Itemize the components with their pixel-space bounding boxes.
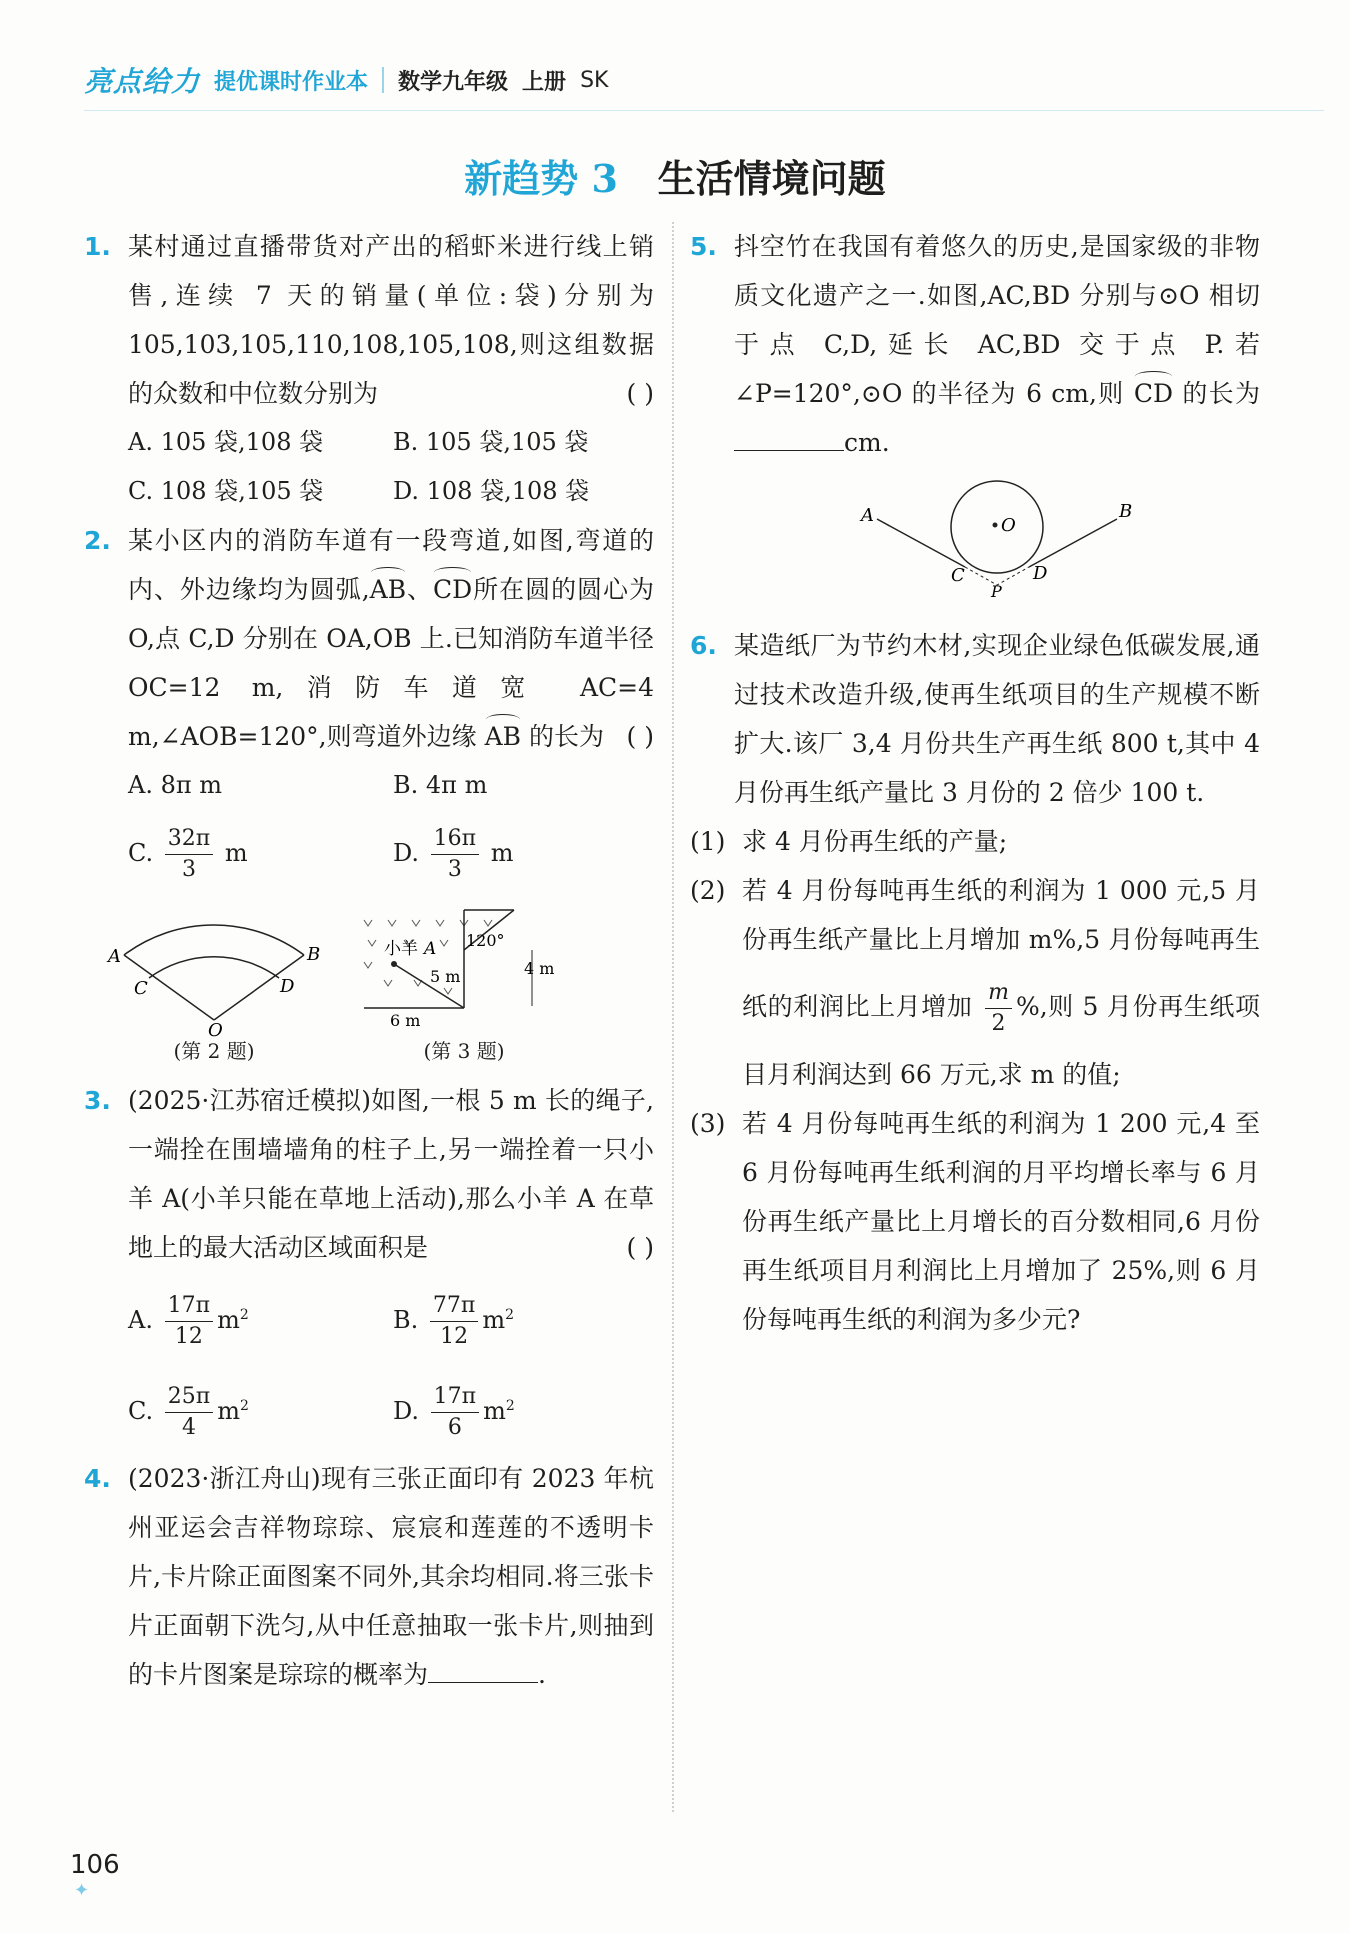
column-divider — [672, 222, 674, 1812]
sheep-diagram — [354, 910, 574, 1030]
unit: m — [490, 839, 514, 867]
question-text — [128, 1076, 654, 1272]
answer-paren: ( ) — [626, 722, 654, 751]
label-b: B — [1119, 501, 1133, 522]
unit: m — [224, 839, 248, 867]
question-2-stem-a: 某小区内的消防车道有一段弯道,如图,弯道的内、外边缘均为圆弧, — [128, 526, 654, 604]
question-number: 2. — [84, 526, 111, 555]
label-o: O — [1001, 515, 1016, 536]
series-subtitle: 提优课时作业本 — [214, 69, 369, 95]
superscript: 2 — [505, 1307, 515, 1323]
figure-5 — [734, 477, 1260, 613]
answer-paren: ( ) — [626, 1233, 654, 1262]
question-number: 6. — [690, 631, 717, 660]
sub-label: (3) — [690, 1109, 726, 1138]
numerator: 16π — [431, 824, 479, 855]
option-d[interactable] — [393, 810, 658, 896]
option-b[interactable]: B. 105 袋,105 袋 — [393, 428, 589, 456]
sub-text: %,则 5 月份再生纸项目月利润达到 66 万元,求 m 的值; — [742, 992, 1260, 1089]
right-column — [690, 222, 1260, 1344]
question-2-stem-c: 的长为 — [528, 722, 604, 751]
denominator: 3 — [182, 857, 196, 882]
numerator: 25π — [165, 1382, 213, 1413]
label-sheep: 小羊 — [384, 939, 418, 959]
option-label: D. — [393, 839, 420, 867]
figure-caption: (第 3 题) — [423, 1039, 505, 1063]
question-3-stem: (2025·江苏宿迁模拟)如图,一根 5 m 长的绳子,一端拴在围墙墙角的柱子上,另一端拴着一只小羊 A(小羊只能在草地上活动),那么小羊 A 在草地上的最大活动区域面积是 — [128, 1086, 654, 1262]
label-b: B — [307, 944, 321, 965]
question-2 — [84, 516, 654, 896]
unit: m — [482, 1306, 506, 1334]
unit: m — [483, 1397, 506, 1425]
figure-row — [84, 910, 654, 1064]
label-height: 4 m — [524, 959, 555, 978]
denominator: 6 — [447, 1415, 462, 1440]
sub-question-3 — [690, 1099, 1260, 1344]
figure-3 — [354, 910, 574, 1064]
question-number: 4. — [84, 1464, 111, 1493]
option-label: A. — [128, 1306, 153, 1334]
question-5 — [690, 222, 1260, 613]
question-5-stem: 抖空竹在我国有着悠久的历史,是国家级的非物质文化遗产之一.如图,AC,BD 分别与⊙O 相切于点 C,D,延长 AC,BD 交于点 P.若∠P=120°,⊙O 的半径为 6 cm,则 — [734, 232, 1260, 408]
label-d: D — [1033, 563, 1048, 584]
sector-diagram — [104, 910, 324, 1041]
label-c: C — [134, 978, 148, 999]
numerator: m — [985, 978, 1012, 1009]
question-text — [128, 1454, 654, 1699]
question-2-stem-b: 所在圆的圆心为O,点 C,D 分别在 OA,OB 上.已知消防车道半径 OC=12 m,消防车道宽 AC=4 m,∠AOB=120°,则弯道外边缘 — [128, 575, 654, 751]
question-6 — [690, 621, 1260, 1344]
section-title — [0, 148, 1350, 203]
denominator: 2 — [991, 1011, 1006, 1036]
question-text — [128, 222, 654, 418]
question-number: 5. — [690, 232, 717, 261]
section-main: 生活情境问题 — [657, 156, 886, 201]
left-column — [84, 222, 654, 1699]
sub-text: 若 4 月份每吨再生纸的利润为 1 200 元,4 至 6 月份每吨再生纸利润的月平均增长率与 6 月份再生纸产量比上月增长的百分数相同,6 月份再生纸项目月利润比上月增加了 25%,则 6 月份每吨再生纸的利润为多少元? — [742, 1109, 1260, 1334]
options — [128, 418, 654, 516]
question-text — [734, 222, 1260, 467]
book-edition: SK — [580, 67, 609, 93]
denominator: 12 — [440, 1324, 469, 1349]
numerator: 17π — [165, 1291, 213, 1322]
sub-text: 若 4 月份每吨再生纸的利润为 1 000 元,5 月份再生纸产量比上月增加 m%,5 月份每吨再生纸的利润比上月增加 — [742, 876, 1260, 1021]
separator: 、 — [406, 575, 434, 604]
option-b[interactable] — [393, 1272, 658, 1363]
sparkle-icon: ✦ — [74, 1880, 90, 1901]
label-rope: 5 m — [430, 967, 461, 986]
sub-text: 求 4 月份再生纸的产量; — [742, 827, 1008, 856]
label-a: A — [108, 946, 121, 967]
question-number: 3. — [84, 1086, 111, 1115]
options — [128, 761, 654, 896]
fraction — [165, 824, 213, 885]
answer-paren: ( ) — [626, 379, 654, 408]
fraction — [985, 978, 1012, 1039]
fraction — [431, 1382, 479, 1443]
option-b[interactable]: B. 4π m — [393, 771, 488, 799]
sub-label: (1) — [690, 827, 726, 856]
option-c[interactable]: C. 108 袋,105 袋 — [128, 477, 324, 505]
figure-2 — [104, 910, 324, 1064]
label-a: A — [424, 939, 437, 959]
label-c: C — [951, 565, 965, 586]
unit: m — [217, 1306, 240, 1334]
sub-label: (2) — [690, 876, 726, 905]
numerator: 17π — [431, 1382, 479, 1413]
page-number: 106 — [70, 1850, 120, 1880]
answer-blank[interactable] — [734, 422, 844, 451]
options — [128, 1272, 654, 1454]
book-name: 数学九年级 — [398, 69, 509, 95]
question-number: 1. — [84, 232, 111, 261]
option-label: C. — [128, 839, 154, 867]
option-a[interactable]: A. 8π m — [128, 771, 223, 799]
fraction — [431, 824, 479, 885]
superscript: 2 — [505, 1398, 515, 1414]
label-p: P — [991, 582, 1002, 601]
option-label: D. — [393, 1397, 420, 1425]
denominator: 4 — [182, 1415, 196, 1440]
numerator: 32π — [165, 824, 213, 855]
page-header — [84, 60, 608, 100]
question-text — [128, 516, 654, 761]
question-1-stem: 某村通过直播带货对产出的稻虾米进行线上销售,连续 7 天的销量(单位:袋)分别为 105,103,105,110,108,105,108,则这组数据的众数和中位数分别为 — [128, 232, 654, 408]
option-label: C. — [128, 1397, 154, 1425]
option-a[interactable]: A. 105 袋,108 袋 — [128, 428, 324, 456]
section-prefix: 新趋势 3 — [464, 156, 618, 201]
question-text: 某造纸厂为节约木材,实现企业绿色低碳发展,通过技术改造升级,使再生纸项目的生产规模不断扩大.该厂 3,4 月份共生产再生纸 800 t,其中 4 月份再生纸产量比 3 月份的 2 倍少 100 t. — [734, 631, 1260, 807]
option-d[interactable] — [393, 1363, 658, 1454]
period: . — [538, 1660, 546, 1689]
numerator: 77π — [430, 1291, 478, 1322]
header-rule — [84, 110, 1324, 111]
denominator: 3 — [447, 857, 462, 882]
question-3 — [84, 1076, 654, 1454]
arc-ab: AB — [485, 712, 521, 761]
arc-cd: CD — [1134, 369, 1173, 418]
question-4-stem: (2023·浙江舟山)现有三张正面印有 2023 年杭州亚运会吉祥物琮琮、宸宸和莲莲的不透明卡片,卡片除正面图案不同外,其余均相同.将三张卡片正面朝下洗匀,从中任意抽取一张卡片,则抽到的卡片图案是琮琮的概率为 — [128, 1464, 654, 1689]
book-volume: 上册 — [522, 69, 567, 95]
superscript: 2 — [240, 1398, 249, 1414]
fraction-wrap — [981, 964, 1016, 1050]
label-a: A — [861, 505, 874, 526]
denominator: 12 — [174, 1324, 203, 1349]
answer-blank[interactable] — [428, 1654, 538, 1683]
question-5-stem-b: 的长为 — [1182, 379, 1260, 408]
fraction — [430, 1291, 478, 1352]
option-a[interactable] — [128, 1272, 393, 1363]
label-o: O — [208, 1020, 223, 1041]
superscript: 2 — [239, 1307, 249, 1323]
sub-question-2 — [690, 866, 1260, 1099]
question-1 — [84, 222, 654, 516]
fraction — [165, 1291, 213, 1352]
arc-ab: AB — [370, 565, 406, 614]
figure-caption: (第 2 题) — [173, 1039, 255, 1063]
label-angle: 120° — [466, 931, 505, 950]
option-c[interactable] — [128, 1363, 393, 1454]
diabolo-diagram — [857, 477, 1137, 601]
option-label: B. — [393, 1306, 419, 1334]
brand-logo: 亮点给力 — [84, 65, 201, 98]
label-d: D — [280, 976, 295, 997]
question-4 — [84, 1454, 654, 1699]
option-c[interactable] — [128, 810, 393, 896]
label-width: 6 m — [390, 1011, 421, 1030]
fraction — [165, 1382, 213, 1443]
arc-cd: CD — [433, 565, 472, 614]
unit: m — [217, 1397, 240, 1425]
unit: cm. — [844, 428, 890, 457]
header-divider — [382, 67, 384, 93]
option-d[interactable]: D. 108 袋,108 袋 — [393, 477, 590, 505]
sub-question-1 — [690, 817, 1260, 866]
